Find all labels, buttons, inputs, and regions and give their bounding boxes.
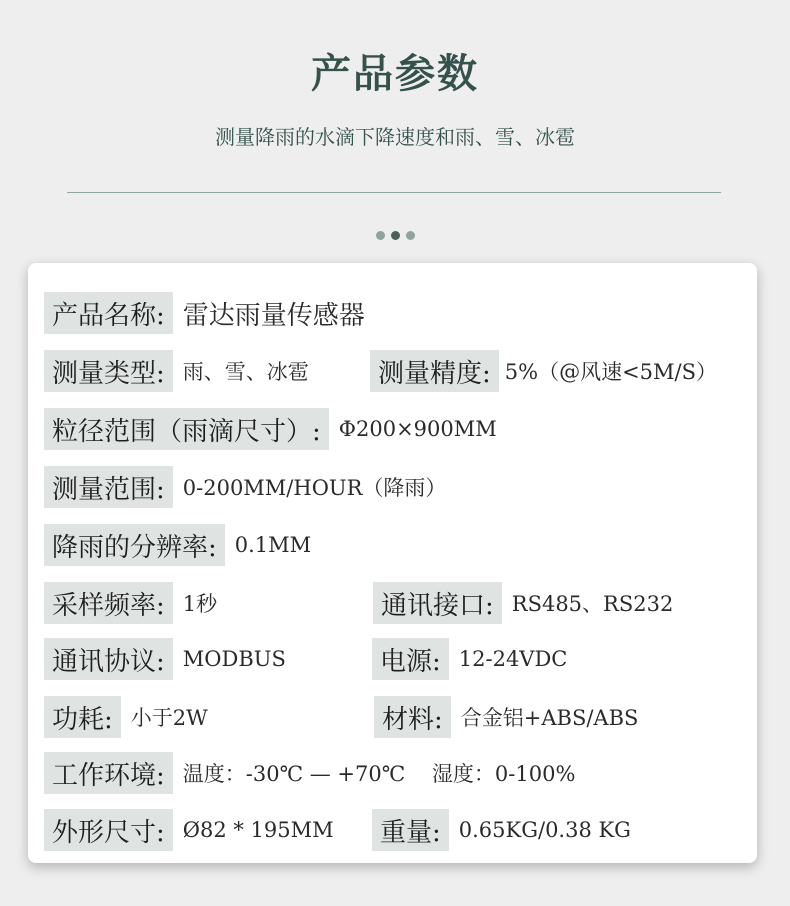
spec-label: 测量范围: [44, 466, 173, 508]
spec-value: 雨、雪、冰雹 [182, 360, 309, 384]
spec-label: 降雨的分辨率: [44, 524, 225, 566]
divider [67, 192, 721, 193]
spec-value: 0-200MM/HOUR（降雨） [182, 476, 447, 500]
spec-label: 工作环境: [44, 752, 173, 794]
carousel-dot[interactable] [376, 231, 385, 240]
spec-label: 采样频率: [44, 582, 173, 624]
spec-label: 功耗: [44, 696, 121, 738]
spec-value: Φ200×900MM [338, 417, 497, 441]
spec-label: 产品名称: [44, 292, 173, 334]
spec-card [28, 263, 757, 863]
spec-label: 测量类型: [44, 350, 173, 392]
spec-label: 材料: [374, 696, 451, 738]
carousel-dot[interactable] [406, 231, 415, 240]
spec-label: 通讯接口: [373, 582, 502, 624]
spec-value: 雷达雨量传感器 [182, 300, 365, 331]
spec-label: 通讯协议: [44, 638, 173, 680]
spec-value: 温度：-30℃ — +70℃ 湿度：0-100% [182, 762, 576, 786]
spec-value: Ø82 * 195MM [182, 818, 334, 842]
spec-value: 0.65KG/0.38 KG [458, 818, 631, 842]
spec-value: 合金铝+ABS/ABS [460, 706, 639, 730]
spec-value: MODBUS [182, 647, 286, 671]
spec-value: 小于2W [130, 706, 208, 730]
spec-label: 重量: [372, 809, 449, 851]
spec-label: 粒径范围（雨滴尺寸）: [44, 408, 329, 450]
carousel-dot-active[interactable] [391, 231, 400, 240]
spec-value: 5%（@风速<5M/S） [504, 360, 718, 384]
carousel-dots [0, 225, 790, 244]
spec-value: RS485、RS232 [511, 592, 674, 616]
page-title: 产品参数 [311, 50, 479, 97]
spec-value: 1秒 [182, 592, 218, 616]
spec-label: 外形尺寸: [44, 809, 173, 851]
spec-value: 0.1MM [234, 533, 312, 557]
page-subtitle: 测量降雨的水滴下降速度和雨、雪、冰雹 [215, 125, 575, 149]
spec-label: 电源: [372, 638, 449, 680]
spec-value: 12-24VDC [458, 647, 568, 671]
spec-label: 测量精度: [370, 350, 499, 392]
